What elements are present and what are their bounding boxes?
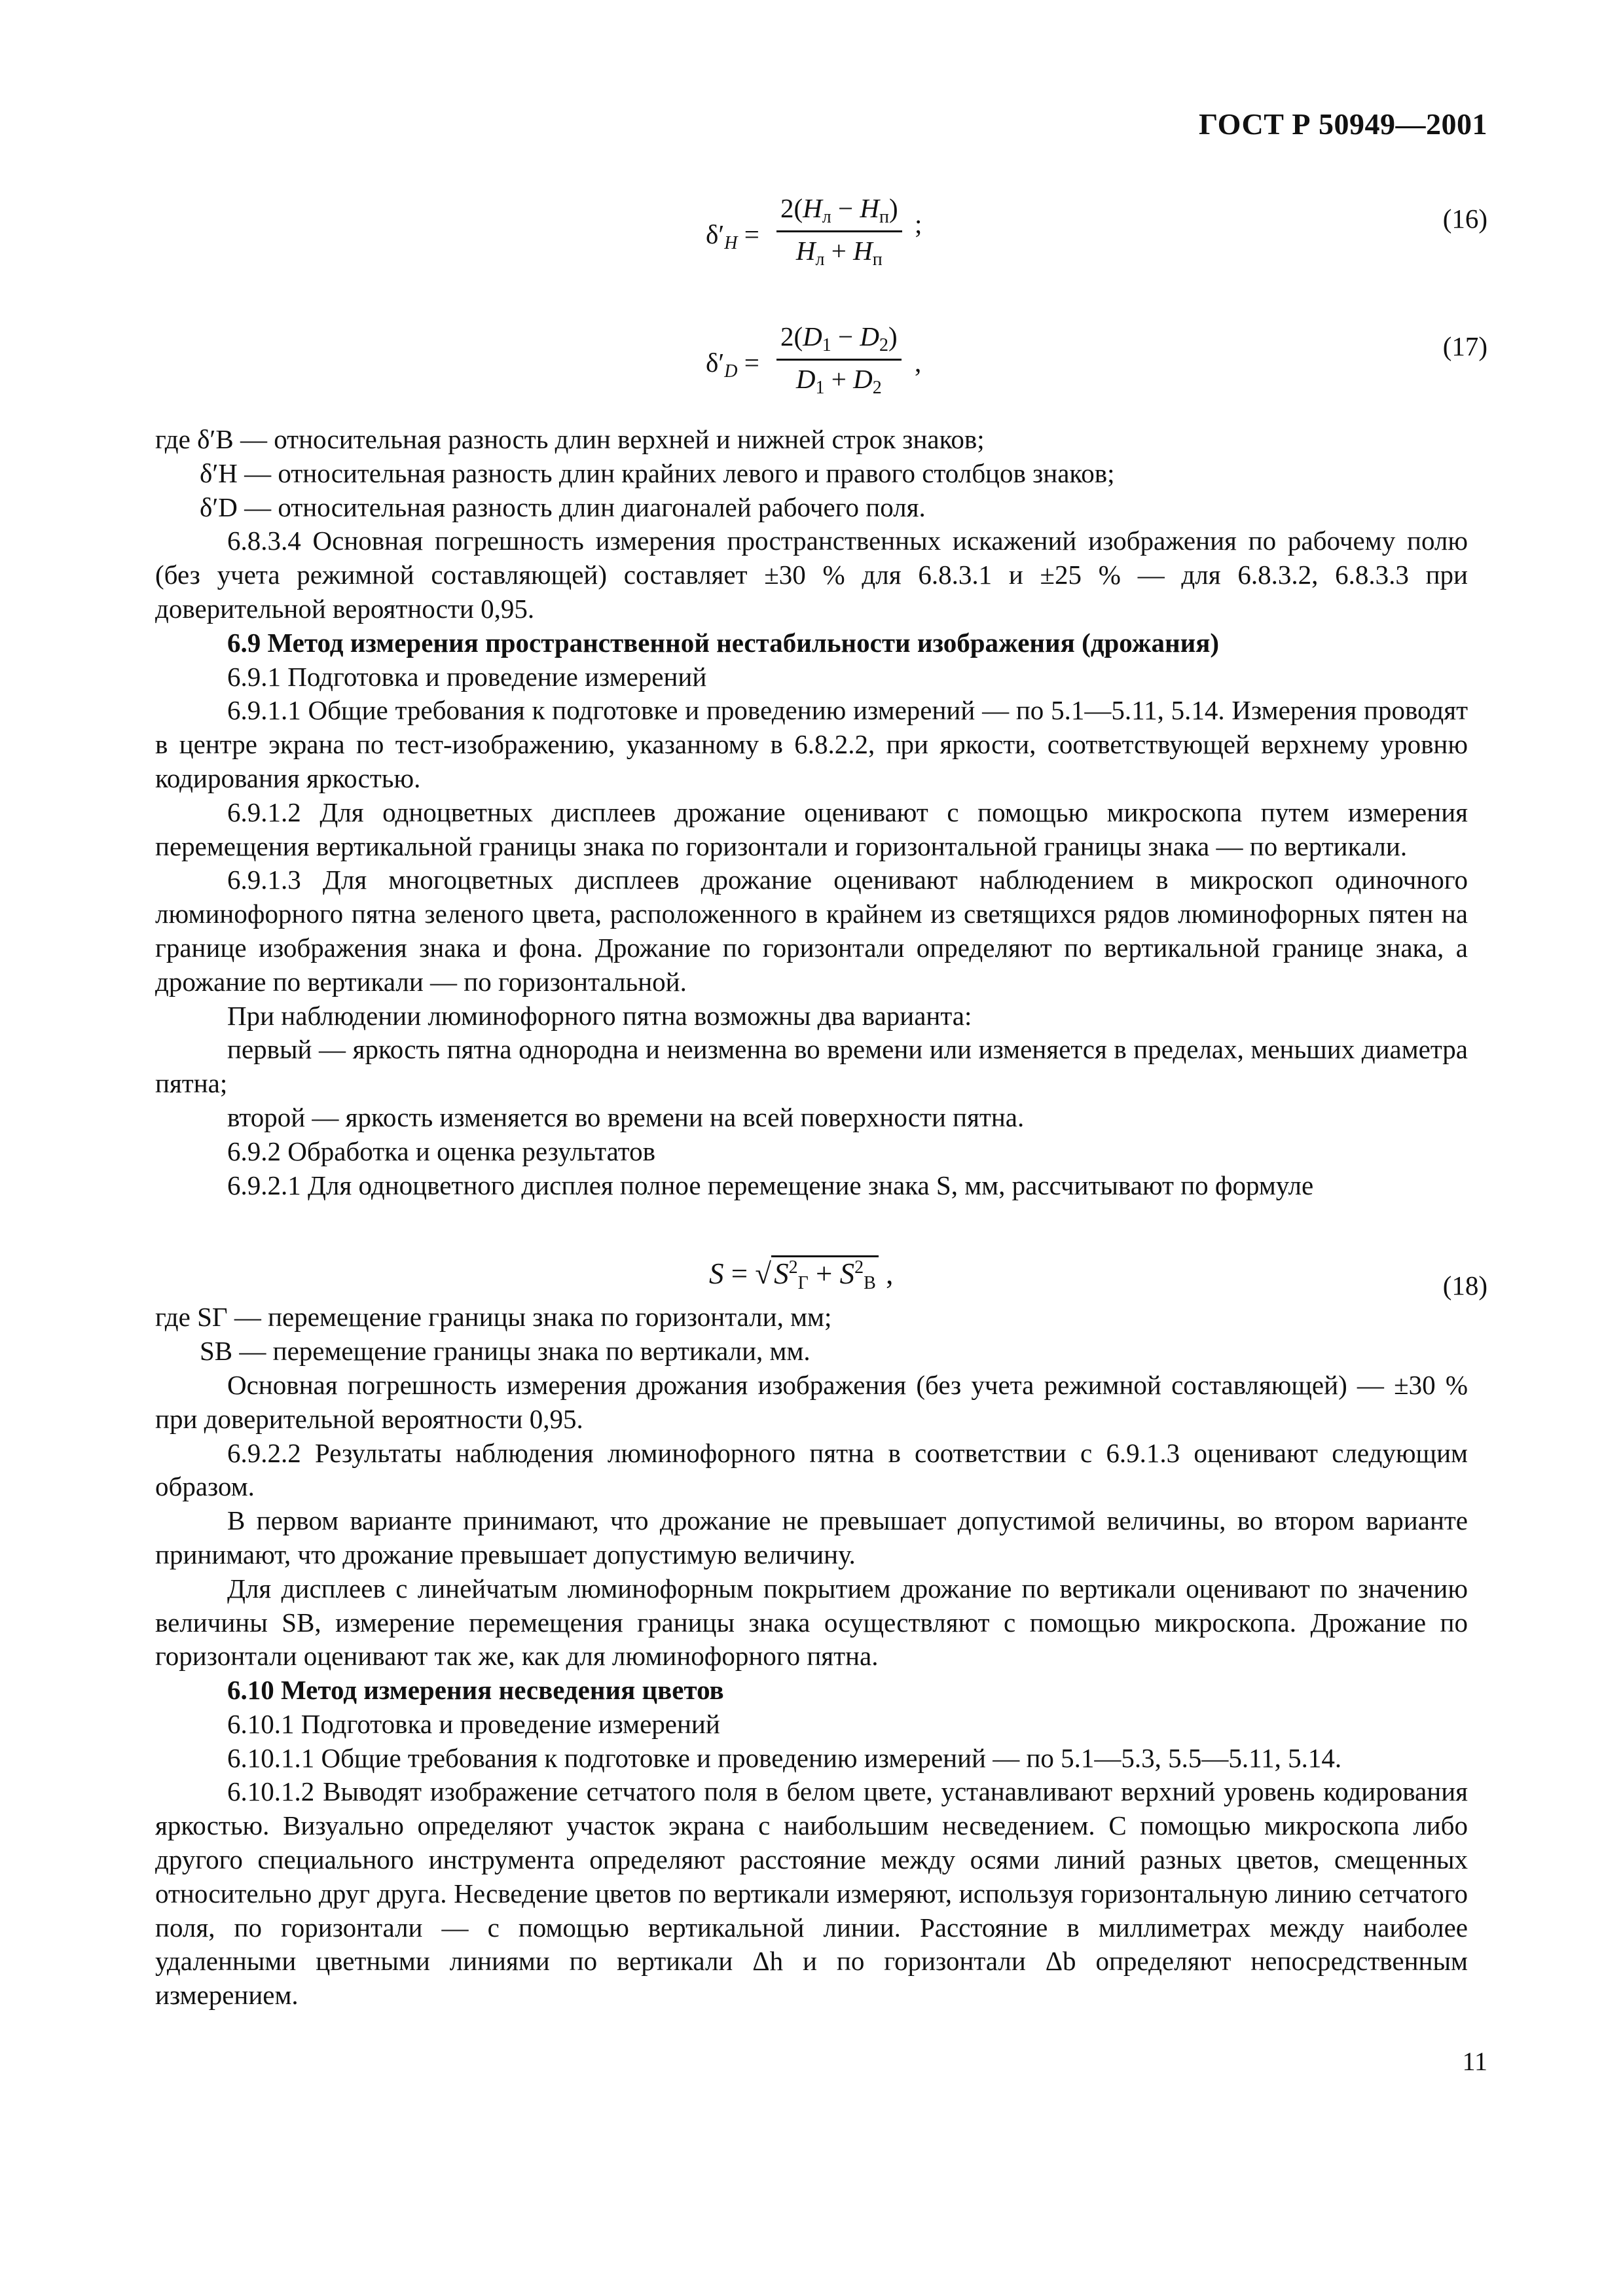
- formula-18-number: (18): [1442, 1270, 1487, 1300]
- paragraph: второй — яркость изменяется во времени на всей поверхности пятна.: [227, 1102, 1025, 1132]
- paragraph: 6.10.1.2 Выводят изображение сетчатого поля в белом цвете, устанавливают верхний уровень кодирования яркостью. Визуально определяют участок экрана с наибольшим несведением. С помощью микроскопа либо другого специального инструмента определяют расстояние между осями линий разных цветов, смещенных относительно друг друга. Несведение цветов по вертикали измеряют, используя горизонтальную линию сетчатого поля, по горизонтали — с помощью вертикальной линии. Расстояние в миллиметрах между наиболее удаленными цветными линиями по вертикали Δh и по горизонтали Δb определяют непосредственным измерением.: [155, 1776, 1468, 2011]
- paragraph: Для дисплеев с линейчатым люминофорным покрытием дрожание по вертикали оценивают по значению величины SВ, измерение перемещения границы знака осуществляют с помощью микроскопа. Дрожание по горизонтали оценивают так же, как для люминофорного пятна.: [155, 1573, 1468, 1672]
- paragraph: 6.9.2.2 Результаты наблюдения люминофорного пятна в соответствии с 6.9.1.3 оценивают следующим образом.: [155, 1437, 1468, 1502]
- subsection-heading: 6.9.1 Подготовка и проведение измерений: [227, 661, 707, 692]
- standard-header: ГОСТ Р 50949—2001: [1199, 107, 1487, 141]
- paragraph: 6.9.1.1 Общие требования к подготовке и проведению измерений — по 5.1—5.11, 5.14. Измерения проводят в центре экрана по тест-изображению, указанному в 6.8.2.2, при яркости, соответствующей верхнему уровню кодирования яркостью.: [155, 695, 1468, 793]
- section-heading: 6.10 Метод измерения несведения цветов: [227, 1675, 724, 1706]
- paragraph: 6.10.1.1 Общие требования к подготовке и проведению измерений — по 5.1—5.3, 5.5—5.11, 5.14.: [227, 1742, 1342, 1773]
- paragraph: В первом варианте принимают, что дрожание не превышает допустимой величины, во втором варианте принимают, что дрожание превышает допустимую величину.: [155, 1505, 1468, 1570]
- document-page: ГОСТ Р 50949—2001 $\delta'_H$ = $2(H_л - H_п)$ $H_л + H_п$ ; (16) $\delta'_D$ = $\frac{2(D_1 - D_2)}{D_1 + D_2}$ , (17) где δ′B — относительная разность длин верхней и нижней строк знаков; δ′H — относительная разность длин крайних левого и правого столбцов знаков; δ′D — относительная разность длин диагоналей рабочего поля. 6.8.3.4 Основная погрешность измерения пространственных искажений изображения по рабочему полю (без учета режимной составляющей) составляет ±30 % для 6.8.3.1 и ±25 % — для 6.8.3.2, 6.8.3.3 при доверительной вероятности 0,95. 6.9 Метод измерения пространственной нестабильности изображения (дрожания) 6.9.1 Подготовка и проведение измерений 6.9.1.1 Общие требования к подготовке и проведению измерений — по 5.1—5.11, 5.14. Измерения проводят в центре экрана по тест-изображению, указанному в 6.8.2.2, при яркости, соответствующей верхнему уровню кодирования яркостью. 6.9.1.2 Для одноцветных дисплеев дрожание оценивают с помощью микроскопа путем измерения перемещения вертикальной границы знака по горизонтали и горизонтальной границы знака — по вертикали. 6.9.1.3 Для многоцветных дисплеев дрожание оценивают наблюдением в микроскоп одиночного люминофорного пятна зеленого цвета, расположенного в крайнем из светящихся рядов люминофорных пятен на границе изображения знака и фона. Дрожание по горизонтали определяют по вертикальной границе знака, а дрожание по вертикали — по горизонтальной. При наблюдении люминофорного пятна возможны два варианта: первый — яркость пятна однородна и неизменна во времени или изменяется в пределах, меньших диаметра пятна; второй — яркость изменяется во времени на всей поверхности пятна. 6.9.2 Обработка и оценка результатов 6.9.2.1 Для одноцветного дисплея полное перемещение знака S, мм, рассчитывают по формуле где SГ — перемещение границы знака по горизонтали, мм; SВ — перемещение границы знака по вертикали, мм. Основная погрешность измерения дрожания изображения (без учета режимной составляющей) — ±30 % при доверительной вероятности 0,95. 6.9.2.2 Результаты наблюдения люминофорного пятна в соответствии с 6.9.1.3 оценивают следующим образом. В первом варианте принимают, что дрожание не превышает допустимой величины, во втором варианте принимают, что дрожание превышает допустимую величину. Для дисплеев с линейчатым люминофорным покрытием дрожание по вертикали оценивают по значению величины SВ, измерение перемещения границы знака осуществляют с помощью микроскопа. Дрожание по горизонтали оценивают так же, как для люминофорного пятна. 6.10 Метод измерения несведения цветов 6.10.1 Подготовка и проведение измерений 6.10.1.1 Общие требования к подготовке и проведению измерений — по 5.1—5.3, 5.5—5.11, 5.14. 6.10.1.2 Выводят изображение сетчатого поля в белом цвете, устанавливают верхний уровень кодирования яркостью. Визуально определяют участок экрана с наибольшим несведением. С помощью микроскопа либо другого специального инструмента определяют расстояние между осями линий разных цветов, смещенных относительно друг друга. Несведение цветов по вертикали измеряют, используя горизонтальную линию сетчатого поля, по горизонтали — с помощью вертикальной линии. Расстояние в миллиметрах между наиболее удаленными цветными линиями по вертикали Δh и по горизонтали Δb определяют непосредственным измерением. $S = √S^2_Г + S^2_В$ , (18) 11: [155, 107, 1487, 2076]
- page-number: 11: [1462, 2047, 1487, 2076]
- paragraph: первый — яркость пятна однородна и неизменна во времени или изменяется в пределах, меньших диаметра пятна;: [155, 1034, 1468, 1099]
- section-heading: 6.9 Метод измерения пространственной нестабильности изображения (дрожания): [227, 627, 1220, 658]
- definition-line: где δ′B — относительная разность длин верхней и нижней строк знаков;: [155, 424, 985, 454]
- subsection-heading: 6.10.1 Подготовка и проведение измерений: [227, 1708, 720, 1739]
- definition-line: δ′H — относительная разность длин крайних левого и правого столбцов знаков;: [200, 457, 1115, 488]
- body-text: [155, 423, 1468, 2013]
- paragraph: При наблюдении люминофорного пятна возможны два варианта:: [227, 1000, 972, 1031]
- paragraph: 6.9.1.2 Для одноцветных дисплеев дрожание оценивают с помощью микроскопа путем измерения перемещения вертикальной границы знака по горизонтали и горизонтальной границы знака — по вертикали.: [155, 797, 1468, 861]
- definition-line: где SГ — перемещение границы знака по горизонтали, мм;: [155, 1302, 832, 1333]
- formula-16-number: (16): [1442, 204, 1487, 234]
- formula-17-number: (17): [1442, 331, 1487, 361]
- paragraph: 6.9.2.1 Для одноцветного дисплея полное перемещение знака S, мм, рассчитывают по формуле: [227, 1170, 1314, 1200]
- formula-18: $S = √S^2_Г + S^2_В$ ,: [709, 1257, 893, 1294]
- paragraph: 6.9.1.3 Для многоцветных дисплеев дрожание оценивают наблюдением в микроскоп одиночного люминофорного пятна зеленого цвета, расположенного в крайнем из светящихся рядов люминофорных пятен на границе изображения знака и фона. Дрожание по горизонтали определяют по вертикальной границе знака, а дрожание по вертикали — по горизонтальной.: [155, 865, 1468, 997]
- paragraph: Основная погрешность измерения дрожания изображения (без учета режимной составляющей) — ±30 % при доверительной вероятности 0,95.: [155, 1369, 1468, 1434]
- definition-line: δ′D — относительная разность длин диагоналей рабочего поля.: [200, 492, 926, 522]
- subsection-heading: 6.9.2 Обработка и оценка результатов: [227, 1136, 656, 1166]
- definition-line: SВ — перемещение границы знака по вертикали, мм.: [200, 1336, 811, 1367]
- paragraph: 6.8.3.4 Основная погрешность измерения пространственных искажений изображения по рабочему полю (без учета режимной составляющей) составляет ±30 % для 6.8.3.1 и ±25 % — для 6.8.3.2, 6.8.3.3 при доверительной вероятности 0,95.: [155, 526, 1468, 624]
